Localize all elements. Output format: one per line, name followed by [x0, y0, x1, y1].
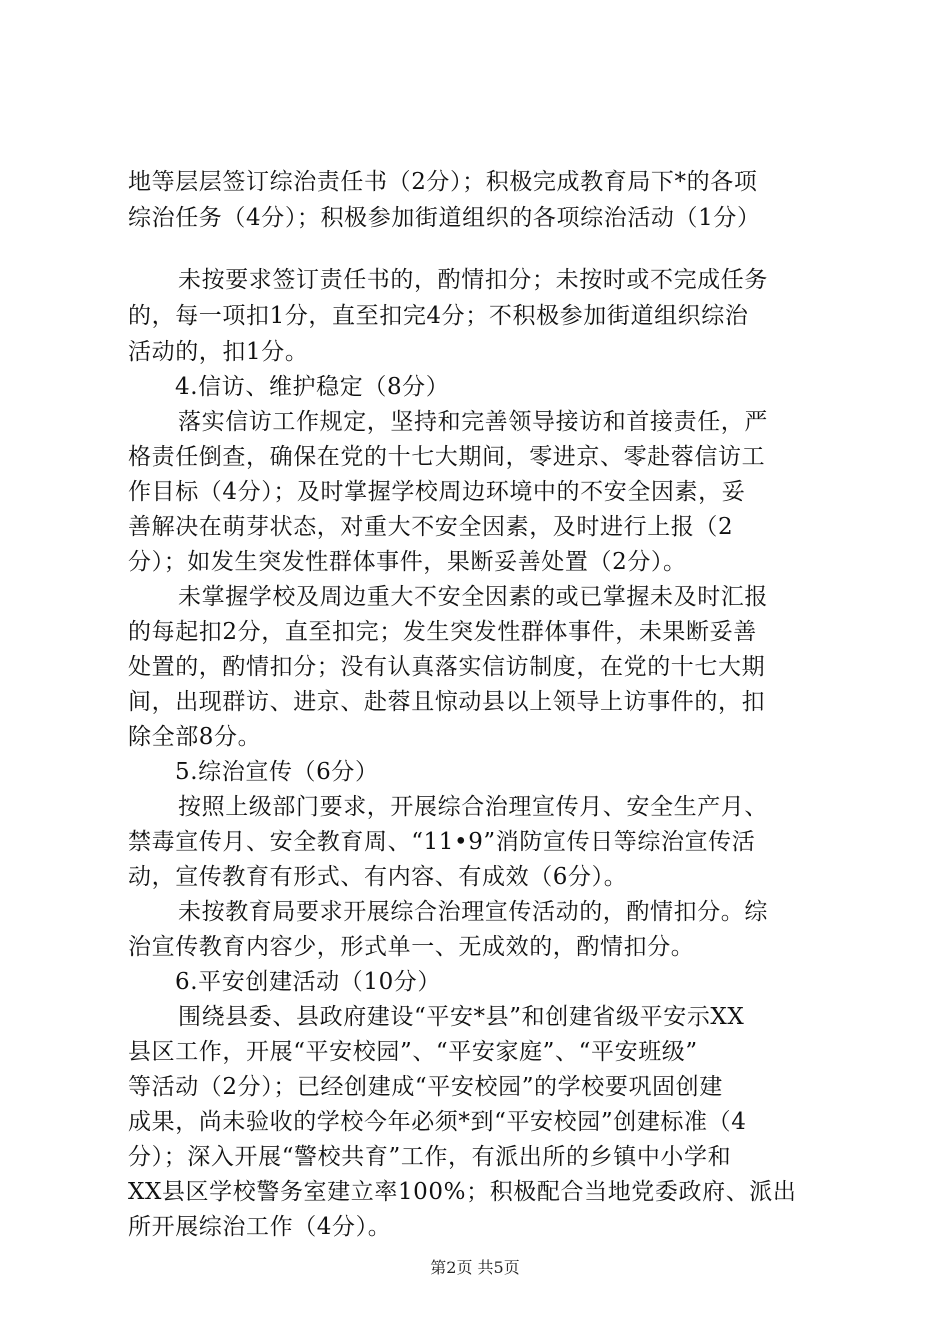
- text-line: [0, 824, 950, 860]
- line-text: 所开展综治工作（4分）。: [128, 1214, 392, 1240]
- text-line: [0, 684, 950, 720]
- line-text: 落实信访工作规定，坚持和完善领导接访和首接责任，严: [178, 409, 768, 435]
- line-text: 分）；如发生突发性群体事件，果断妥善处置（2分）。: [128, 549, 687, 575]
- text-line: [0, 298, 950, 334]
- heading-text: 5.综治宣传（6分）: [175, 759, 379, 785]
- text-line: [0, 200, 950, 236]
- line-text: 活动的，扣1分。: [128, 339, 309, 365]
- page-footer: [0, 1257, 950, 1279]
- line-text: XX县区学校警务室建立率100%；积极配合当地党委政府、派出: [128, 1179, 797, 1205]
- line-text: 格责任倒查，确保在党的十七大期间，零进京、零赴蓉信访工: [128, 444, 766, 470]
- text-line: [0, 614, 950, 650]
- page-number: 第2页 共5页: [430, 1258, 520, 1277]
- line-text: 除全部8分。: [128, 724, 262, 750]
- line-text: 动，宣传教育有形式、有内容、有成效（6分）。: [128, 864, 628, 890]
- line-text: 分）；深入开展“警校共育”工作，有派出所的乡镇中小学和: [128, 1144, 732, 1170]
- text-line: [0, 999, 950, 1035]
- text-line: [0, 1104, 950, 1140]
- section-heading: [0, 754, 950, 790]
- line-text: 按照上级部门要求，开展综合治理宣传月、安全生产月、: [178, 794, 768, 820]
- line-text: 综治任务（4分）；积极参加街道组织的各项综治活动（1分）: [128, 205, 761, 231]
- line-text: 地等层层签订综治责任书（2分）；积极完成教育局下*的各项: [128, 169, 758, 195]
- text-line: [0, 789, 950, 825]
- text-line: [0, 334, 950, 370]
- text-line: [0, 1209, 950, 1245]
- text-line: [0, 262, 950, 298]
- text-line: [0, 164, 950, 200]
- text-line: [0, 544, 950, 580]
- text-line: [0, 474, 950, 510]
- line-text: 处置的，酌情扣分；没有认真落实信访制度，在党的十七大期: [128, 654, 766, 680]
- line-text: 未掌握学校及周边重大不安全因素的或已掌握未及时汇报: [178, 584, 768, 610]
- line-text: 治宣传教育内容少，形式单一、无成效的，酌情扣分。: [128, 934, 695, 960]
- text-line: [0, 579, 950, 615]
- line-text: 围绕县委、县政府建设“平安*县”和创建省级平安示XX: [178, 1004, 745, 1030]
- text-line: [0, 509, 950, 545]
- line-text: 禁毒宣传月、安全教育周、“11•9”消防宣传日等综治宣传活: [128, 829, 756, 855]
- section-heading: [0, 964, 950, 1000]
- line-text: 成果，尚未验收的学校今年必须*到“平安校园”创建标准（4: [128, 1109, 747, 1135]
- text-line: [0, 1174, 950, 1210]
- line-text: 县区工作，开展“平安校园”、“平安家庭”、“平安班级”: [128, 1039, 698, 1065]
- text-line: [0, 1034, 950, 1070]
- line-text: 未按要求签订责任书的，酌情扣分；未按时或不完成任务: [178, 267, 768, 293]
- line-text: 的，每一项扣1分，直至扣完4分；不积极参加街道组织综治: [128, 303, 749, 329]
- line-text: 未按教育局要求开展综合治理宣传活动的，酌情扣分。综: [178, 899, 768, 925]
- text-line: [0, 1069, 950, 1105]
- text-line: [0, 719, 950, 755]
- text-line: [0, 404, 950, 440]
- line-text: 的每起扣2分，直至扣完；发生突发性群体事件，未果断妥善: [128, 619, 757, 645]
- text-line: [0, 894, 950, 930]
- line-text: 作目标（4分）；及时掌握学校周边环境中的不安全因素，妥: [128, 479, 746, 505]
- text-line: [0, 439, 950, 475]
- text-line: [0, 649, 950, 685]
- line-text: 善解决在萌芽状态，对重大不安全因素，及时进行上报（2: [128, 514, 734, 540]
- heading-text: 6.平安创建活动（10分）: [175, 969, 442, 995]
- text-line: [0, 1139, 950, 1175]
- heading-text: 4.信访、维护稳定（8分）: [175, 374, 450, 400]
- line-text: 等活动（2分）；已经创建成“平安校园”的学校要巩固创建: [128, 1074, 723, 1100]
- line-text: 间，出现群访、进京、赴蓉且惊动县以上领导上访事件的，扣: [128, 689, 766, 715]
- text-line: [0, 859, 950, 895]
- text-line: [0, 929, 950, 965]
- section-heading: [0, 369, 950, 405]
